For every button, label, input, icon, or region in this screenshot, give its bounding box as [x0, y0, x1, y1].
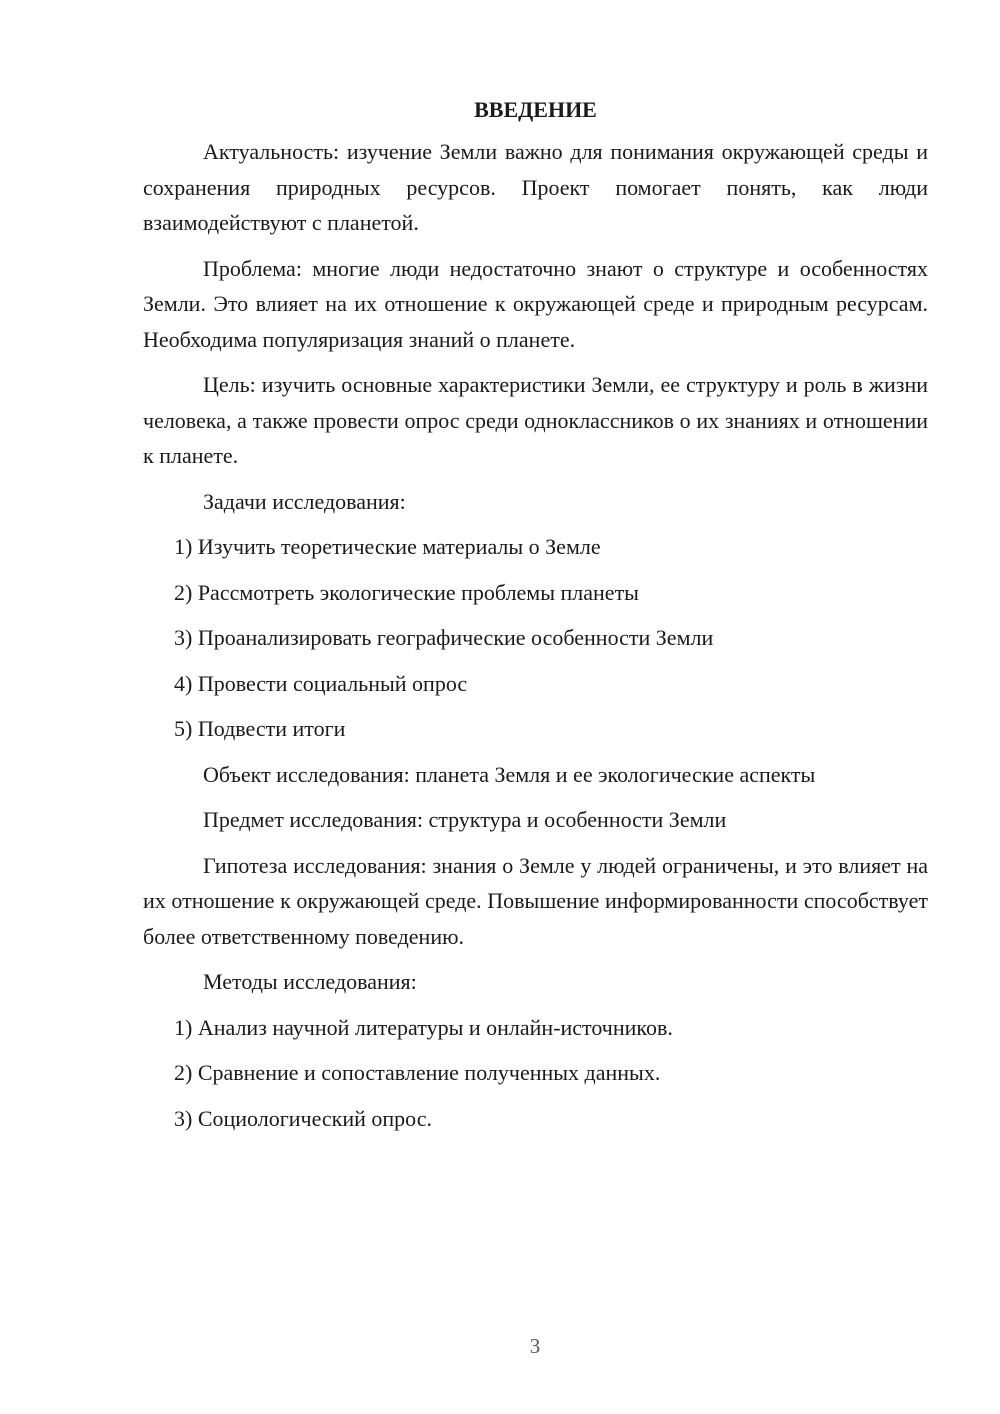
list-item: 5) Подвести итоги [174, 716, 346, 741]
subject-paragraph: Предмет исследования: структура и особенности Земли [203, 807, 727, 832]
list-item: 1) Изучить теоретические материалы о Земле [174, 534, 601, 559]
page-title: ВВЕДЕНИЕ [474, 97, 597, 122]
object-paragraph: Объект исследования: планета Земля и ее экологические аспекты [203, 761, 816, 787]
list-item: 2) Рассмотреть экологические проблемы планеты [174, 579, 639, 605]
hypothesis-paragraph: Гипотеза исследования: знания о Земле у людей ограничены, и это влияет на их отношение к окружающей среде. Повышение информированности способствует более ответственному поведению. [143, 852, 928, 949]
list-item: 3) Проанализировать географические особенности Земли [174, 625, 714, 650]
list-item: 4) Провести социальный опрос [174, 670, 468, 696]
tasks-list [143, 529, 928, 747]
list-item: 2) Сравнение и сопоставление полученных данных. [174, 1060, 661, 1085]
page-number: 3 [529, 1334, 541, 1358]
list-item: 1) Анализ научной литературы и онлайн-источников. [174, 1014, 673, 1040]
document-page [143, 92, 928, 1146]
methods-heading: Методы исследования: [203, 969, 417, 994]
methods-list [143, 1010, 928, 1137]
relevance-paragraph: Актуальность: изучение Земли важно для понимания окружающей среды и сохранения природных ресурсов. Проект помогает понять, как люди взаимодействуют с планетой. [143, 139, 928, 235]
list-item: 3) Социологический опрос. [174, 1105, 432, 1131]
problem-paragraph: Проблема: многие люди недостаточно знают о структуре и особенностях Земли. Это влияет на их отношение к окружающей среде и природным ресурсам. Необходима популяризация знаний о планете. [143, 255, 928, 352]
goal-paragraph: Цель: изучить основные характеристики Земли, ее структуру и роль в жизни человека, а также провести опрос среди одноклассников о их знаниях и отношении к планете. [143, 372, 928, 468]
tasks-heading: Задачи исследования: [203, 488, 406, 514]
